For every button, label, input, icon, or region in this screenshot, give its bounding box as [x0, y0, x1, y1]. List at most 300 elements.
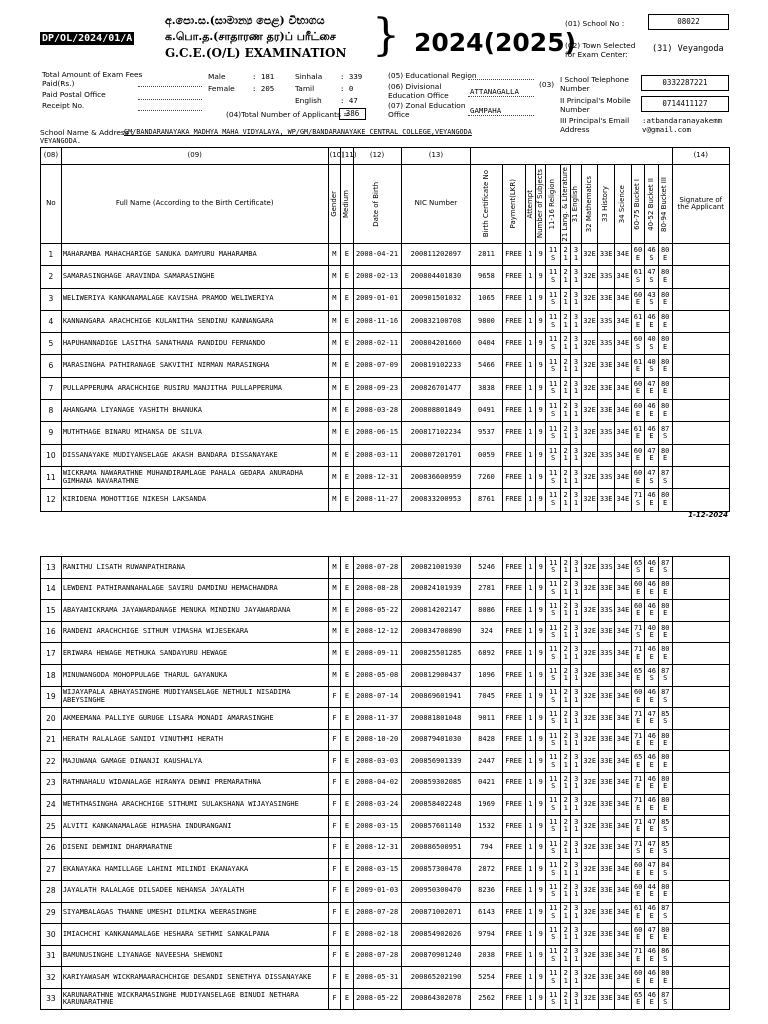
cell-lang: 21 [560, 288, 570, 310]
cell-english: 31 [571, 621, 581, 643]
cell-medium: E [341, 266, 354, 288]
document-code: DP/OL/2024/01/A [42, 33, 133, 44]
cell-bucket1: 61E [631, 355, 645, 377]
cell-nic: 200864302078 [401, 988, 471, 1010]
cell-attempt: 1 [525, 729, 535, 751]
cell-name: HAPUHANNADIGE LASITHA SANATHANA RANDIDU FERNANDO [61, 333, 328, 355]
table-row [41, 400, 730, 422]
total-box: 386 [339, 108, 366, 120]
cell-nic: 200825501285 [401, 643, 471, 665]
cell-bucket1: 60E [631, 244, 645, 266]
cell-bucket1: 60E [631, 400, 645, 422]
cell-signature[interactable] [672, 794, 729, 816]
cell-maths: 32E [581, 266, 598, 288]
cell-attempt: 1 [525, 266, 535, 288]
cell-dob: 2008-02-18 [353, 924, 401, 946]
cell-science: 34E [615, 333, 632, 355]
cell-nic: 200858402248 [401, 794, 471, 816]
cell-religion: 11S [546, 578, 561, 600]
cell-english: 31 [571, 422, 581, 444]
brace-symbol: } [372, 10, 400, 61]
table-row [41, 945, 730, 967]
cell-no: 26 [41, 837, 62, 859]
cell-signature[interactable] [672, 945, 729, 967]
cell-bucket3: 80E [658, 444, 672, 466]
cell-bucket1: 71E [631, 794, 645, 816]
cell-gender: F [328, 988, 341, 1010]
cell-signature[interactable] [672, 859, 729, 881]
cell-bucket1: 60E [631, 924, 645, 946]
cell-signature[interactable] [672, 578, 729, 600]
cell-medium: E [341, 686, 354, 708]
cell-lang: 21 [561, 772, 571, 794]
cell-gender: F [328, 880, 341, 902]
cell-payment: FREE [502, 377, 525, 399]
cell-signature[interactable] [672, 772, 729, 794]
cell-payment: FREE [502, 310, 525, 332]
cell-nic: 200833200953 [401, 489, 471, 511]
cell-english: 31 [571, 578, 581, 600]
fees-line [138, 86, 202, 87]
cell-bucket2: 46E [645, 557, 659, 579]
cell-history: 33S [598, 310, 615, 332]
cell-attempt: 1 [525, 489, 535, 511]
cell-bucket2: 46S [645, 664, 659, 686]
cell-bucket3: 87S [658, 422, 672, 444]
cell-gender: M [328, 333, 341, 355]
cell-payment: FREE [502, 422, 525, 444]
cell-numsub: 9 [535, 466, 545, 488]
cell-signature[interactable] [672, 266, 729, 288]
cell-name: RANITHU LISATH RUWANPATHIRANA [61, 557, 328, 579]
cell-attempt: 1 [525, 310, 535, 332]
cell-medium: E [341, 967, 354, 989]
town-label: (02) Town Selected for Exam Center: [565, 41, 636, 59]
cell-dob: 2008-08-28 [353, 578, 401, 600]
cell-bc: 8086 [471, 600, 502, 622]
cell-lang: 21 [560, 266, 570, 288]
cell-maths: 32E [581, 355, 598, 377]
cell-medium: E [341, 557, 354, 579]
cell-signature[interactable] [672, 466, 729, 488]
cell-bucket2: 46S [645, 244, 659, 266]
cell-payment: FREE [502, 837, 525, 859]
cell-gender: M [328, 310, 341, 332]
cell-bucket1: 60E [631, 288, 645, 310]
head-signature: Signature of the Applicant [672, 165, 729, 244]
cell-english: 31 [571, 333, 581, 355]
cell-no: 17 [41, 643, 62, 665]
cell-english: 31 [571, 816, 581, 838]
cell-english: 31 [571, 664, 581, 686]
head-dob: Date of Birth [372, 181, 381, 227]
cell-no: 21 [41, 729, 62, 751]
cell-bucket3: 80E [658, 333, 672, 355]
cell-english: 31 [571, 400, 581, 422]
cell-no: 3 [41, 288, 62, 310]
cell-nic: 200950300470 [401, 880, 471, 902]
cell-no: 6 [41, 355, 62, 377]
header-labels-row [41, 165, 730, 244]
cell-maths: 32E [581, 244, 598, 266]
cell-bc: 0421 [471, 772, 502, 794]
postal-label: Paid Postal Office [42, 90, 106, 99]
cell-bucket1: 60E [631, 466, 645, 488]
cell-bucket1: 71S [631, 489, 645, 511]
col-14: (14) [672, 148, 729, 165]
head-bucket2: 40-52 Bucket II [646, 177, 655, 231]
cell-signature[interactable] [672, 557, 729, 579]
cell-medium: E [341, 945, 354, 967]
cell-science: 34E [615, 266, 632, 288]
cell-no: 16 [41, 621, 62, 643]
cell-bc: 794 [471, 837, 502, 859]
cell-english: 31 [571, 729, 581, 751]
cell-lang: 21 [561, 859, 571, 881]
cell-nic: 200879401030 [401, 729, 471, 751]
cell-payment: FREE [502, 686, 525, 708]
cell-signature[interactable] [672, 643, 729, 665]
cell-signature[interactable] [672, 310, 729, 332]
cell-english: 31 [571, 794, 581, 816]
cell-signature[interactable] [672, 967, 729, 989]
cell-bc: 6892 [471, 643, 502, 665]
cell-bucket3: 84S [659, 859, 673, 881]
cell-bucket3: 80E [659, 772, 673, 794]
table-row [41, 333, 730, 355]
cell-science: 34E [615, 945, 632, 967]
zonal-value: GAMPAHA [470, 106, 502, 115]
cell-maths: 32E [581, 945, 598, 967]
cell-gender: F [328, 708, 341, 730]
cell-signature[interactable] [672, 489, 729, 511]
cell-numsub: 9 [536, 600, 546, 622]
table-row [41, 377, 730, 399]
cell-name: MARASINGHA PATHIRANAGE SAKVITHI NIRMAN MARASINGHA [61, 355, 328, 377]
cell-payment: FREE [502, 880, 525, 902]
table-row [41, 578, 730, 600]
table-row [41, 355, 730, 377]
cell-nic: 200808801849 [401, 400, 471, 422]
cell-no: 10 [41, 444, 62, 466]
cell-bucket2: 40E [645, 621, 659, 643]
cell-medium: E [341, 377, 354, 399]
head-history: 33 History [601, 185, 610, 223]
cell-no: 28 [41, 880, 62, 902]
cell-science: 34E [615, 466, 632, 488]
cell-religion: 11S [546, 686, 561, 708]
cell-no: 30 [41, 924, 62, 946]
female-label: Female [208, 84, 235, 93]
table-row [41, 643, 730, 665]
cell-nic: 200857601140 [401, 816, 471, 838]
table-row [41, 837, 730, 859]
header-codes-row [41, 148, 730, 165]
cell-dob: 2008-03-15 [353, 816, 401, 838]
cell-signature[interactable] [672, 708, 729, 730]
cell-bucket1: 71E [631, 816, 645, 838]
cell-science: 34E [615, 310, 632, 332]
head-bucket1: 60-75 Bucket I [633, 178, 642, 230]
date-footer: 1-12-2024 [688, 511, 728, 519]
head-medium: Medium [342, 190, 351, 218]
cell-dob: 2008-05-22 [353, 988, 401, 1010]
cell-bc: 9011 [471, 708, 502, 730]
cell-lang: 21 [561, 643, 571, 665]
cell-english: 31 [571, 444, 581, 466]
cell-bucket1: 61E [631, 422, 645, 444]
cell-history: 33E [598, 837, 615, 859]
cell-dob: 2008-04-02 [353, 772, 401, 794]
cell-lang: 21 [561, 945, 571, 967]
cell-bc: 9794 [471, 924, 502, 946]
cell-numsub: 9 [535, 422, 545, 444]
cell-dob: 2008-03-03 [353, 751, 401, 773]
cell-signature[interactable] [672, 664, 729, 686]
cell-english: 31 [571, 751, 581, 773]
cell-religion: 11S [546, 816, 561, 838]
cell-bucket1: 71S [631, 837, 645, 859]
cell-signature[interactable] [672, 288, 729, 310]
cell-dob: 2008-11-37 [353, 708, 401, 730]
cell-numsub: 9 [536, 621, 546, 643]
school-no-label: (01) School No : [565, 19, 625, 28]
cell-bucket3: 80E [659, 880, 673, 902]
cell-maths: 32E [581, 621, 598, 643]
cell-name: AHANGAMA LIYANAGE YASHITH BHANUKA [61, 400, 328, 422]
cell-medium: E [341, 288, 354, 310]
cell-bucket2: 47E [645, 377, 659, 399]
cell-name: SAMARASINGHAGE ARAVINDA SAMARASINGHE [61, 266, 328, 288]
cell-dob: 2008-07-28 [353, 557, 401, 579]
cell-numsub: 9 [535, 489, 545, 511]
cell-signature[interactable] [672, 244, 729, 266]
cell-name: RATHNAHALU WIDANALAGE HIRANYA DEWNI PREMARATHNA [61, 772, 328, 794]
cell-medium: E [341, 816, 354, 838]
cell-nic: 200807201701 [401, 444, 471, 466]
cell-numsub: 9 [536, 945, 546, 967]
cell-bucket1: 71E [631, 643, 645, 665]
cell-bucket3: 80E [658, 244, 672, 266]
cell-maths: 32E [581, 772, 598, 794]
cell-no: 2 [41, 266, 62, 288]
cell-numsub: 9 [535, 333, 545, 355]
cell-signature[interactable] [672, 837, 729, 859]
cell-english: 31 [571, 489, 581, 511]
cell-signature[interactable] [672, 333, 729, 355]
cell-signature[interactable] [672, 751, 729, 773]
cell-payment: FREE [502, 578, 525, 600]
cell-bucket1: 61E [631, 310, 645, 332]
table-row [41, 772, 730, 794]
cell-medium: E [341, 489, 354, 511]
male-count: : 181 [252, 72, 275, 81]
cell-lang: 21 [560, 310, 570, 332]
cell-religion: 11S [546, 600, 561, 622]
cell-medium: E [341, 837, 354, 859]
cell-science: 34E [615, 643, 632, 665]
cell-name: RANDENI ARACHCHIGE SITHUM VIMASHA WIJESEKARA [61, 621, 328, 643]
school-value-2: VEYANGODA. [40, 137, 81, 145]
cell-history: 33E [598, 751, 615, 773]
cell-payment: FREE [502, 355, 525, 377]
cell-signature[interactable] [672, 902, 729, 924]
cell-signature[interactable] [672, 400, 729, 422]
cell-signature[interactable] [672, 355, 729, 377]
cell-name: AKMEEMANA PALLIYE GURUGE LISARA MONADI AMARASINGHE [61, 708, 328, 730]
division-label: (06) Divisional Education Office [388, 82, 449, 100]
cell-science: 34E [615, 557, 632, 579]
cell-history: 33E [598, 400, 615, 422]
cell-bucket2: 46E [645, 902, 659, 924]
table-row [41, 489, 730, 511]
cell-name: MINUWANGODA MOHOPPULAGE THARUL GAYANUKA [61, 664, 328, 686]
cell-dob: 2008-11-27 [353, 489, 401, 511]
cell-science: 34E [615, 924, 632, 946]
cell-signature[interactable] [672, 377, 729, 399]
applicants-table-page2 [40, 556, 730, 1010]
table-row [41, 794, 730, 816]
cell-no: 27 [41, 859, 62, 881]
cell-numsub: 9 [535, 266, 545, 288]
cell-nic: 200856901339 [401, 751, 471, 773]
cell-no: 33 [41, 988, 62, 1010]
cell-medium: E [341, 729, 354, 751]
cell-numsub: 9 [535, 444, 545, 466]
cell-name: WIJAYAPALA ABHAYASINGHE MUDIYANSELAGE NETHULI NISADIMA ABEYSINGHE [61, 686, 328, 708]
cell-history: 33E [598, 244, 615, 266]
cell-maths: 32E [581, 924, 598, 946]
cell-bc: 0404 [471, 333, 502, 355]
cell-history: 33E [598, 816, 615, 838]
cell-payment: FREE [502, 945, 525, 967]
cell-no: 20 [41, 708, 62, 730]
cell-science: 34E [615, 988, 632, 1010]
col-10: (10) [328, 148, 341, 165]
cell-gender: M [328, 664, 341, 686]
cell-religion: 11S [546, 837, 561, 859]
cell-medium: E [341, 310, 354, 332]
cell-science: 34E [615, 664, 632, 686]
cell-signature[interactable] [672, 444, 729, 466]
cell-attempt: 1 [525, 988, 535, 1010]
cell-numsub: 9 [536, 988, 546, 1010]
cell-attempt: 1 [525, 400, 535, 422]
cell-nic: 200819102233 [401, 355, 471, 377]
cell-bucket2: 46E [645, 988, 659, 1010]
cell-signature[interactable] [672, 816, 729, 838]
cell-bc: 6143 [471, 902, 502, 924]
cell-bucket3: 80E [658, 489, 672, 511]
receipt-line [138, 110, 202, 111]
cell-lang: 21 [561, 837, 571, 859]
cell-history: 33S [598, 557, 615, 579]
cell-medium: E [341, 600, 354, 622]
cell-maths: 32E [581, 600, 598, 622]
cell-maths: 32E [581, 708, 598, 730]
english-count: : 47 [340, 96, 358, 105]
cell-name: WICKRAMA NAWARATHNE MUHANDIRAMLAGE PAHALA GEDARA ANURADHA GIMHANA NAVARATHNE [61, 466, 328, 488]
cell-signature[interactable] [672, 621, 729, 643]
cell-bucket1: 60E [631, 600, 645, 622]
cell-english: 31 [571, 945, 581, 967]
cell-dob: 2008-07-28 [353, 902, 401, 924]
cell-maths: 32E [581, 902, 598, 924]
cell-dob: 2008-05-22 [353, 600, 401, 622]
cell-medium: E [341, 751, 354, 773]
cell-gender: F [328, 686, 341, 708]
applicants-table-page1 [40, 147, 730, 512]
cell-bc: 8428 [471, 729, 502, 751]
cell-bc: 1969 [471, 794, 502, 816]
cell-gender: M [328, 489, 341, 511]
cell-signature[interactable] [672, 422, 729, 444]
cell-bucket2: 40S [645, 355, 659, 377]
cell-bc: 5246 [471, 557, 502, 579]
cell-dob: 2008-05-08 [353, 664, 401, 686]
cell-payment: FREE [502, 444, 525, 466]
cell-bucket1: 60E [631, 377, 645, 399]
title-english: G.C.E.(O/L) EXAMINATION [165, 46, 347, 60]
cell-payment: FREE [502, 794, 525, 816]
cell-lang: 21 [561, 794, 571, 816]
cell-numsub: 9 [536, 967, 546, 989]
cell-bucket1: 60E [631, 444, 645, 466]
cell-gender: F [328, 859, 341, 881]
cell-bucket3: 80E [659, 643, 673, 665]
cell-english: 31 [571, 859, 581, 881]
cell-bc: 5466 [471, 355, 502, 377]
cell-numsub: 9 [536, 816, 546, 838]
cell-science: 34E [615, 444, 632, 466]
cell-signature[interactable] [672, 988, 729, 1010]
cell-dob: 2008-03-11 [353, 444, 401, 466]
cell-bucket3: 80E [659, 967, 673, 989]
cell-dob: 2008-12-12 [353, 621, 401, 643]
cell-signature[interactable] [672, 600, 729, 622]
table-row [41, 859, 730, 881]
cell-gender: F [328, 729, 341, 751]
cell-signature[interactable] [672, 686, 729, 708]
cell-no: 7 [41, 377, 62, 399]
cell-bucket1: 71E [631, 772, 645, 794]
mobile-box: 0714411127 [641, 96, 729, 112]
cell-no: 15 [41, 600, 62, 622]
cell-no: 32 [41, 967, 62, 989]
cell-history: 33E [598, 377, 615, 399]
cell-signature[interactable] [672, 880, 729, 902]
cell-lang: 21 [561, 600, 571, 622]
cell-bucket2: 46E [645, 751, 659, 773]
cell-name: KARIYAWASAM WICKRAMAARACHCHIGE DESANDI SENETHYA DISSANAYAKE [61, 967, 328, 989]
cell-bucket3: 86S [659, 945, 673, 967]
cell-science: 34E [615, 859, 632, 881]
cell-medium: E [341, 880, 354, 902]
cell-signature[interactable] [672, 729, 729, 751]
cell-bucket3: 85S [659, 837, 673, 859]
cell-signature[interactable] [672, 924, 729, 946]
email-label: III Principal's Email Address [560, 116, 630, 134]
cell-no: 25 [41, 816, 62, 838]
table-row [41, 466, 730, 488]
cell-religion: 11S [546, 945, 561, 967]
cell-bc: 7045 [471, 686, 502, 708]
cell-history: 33E [598, 988, 615, 1010]
cell-science: 34E [615, 377, 632, 399]
table-row [41, 664, 730, 686]
cell-bucket3: 87S [659, 664, 673, 686]
cell-medium: E [341, 643, 354, 665]
